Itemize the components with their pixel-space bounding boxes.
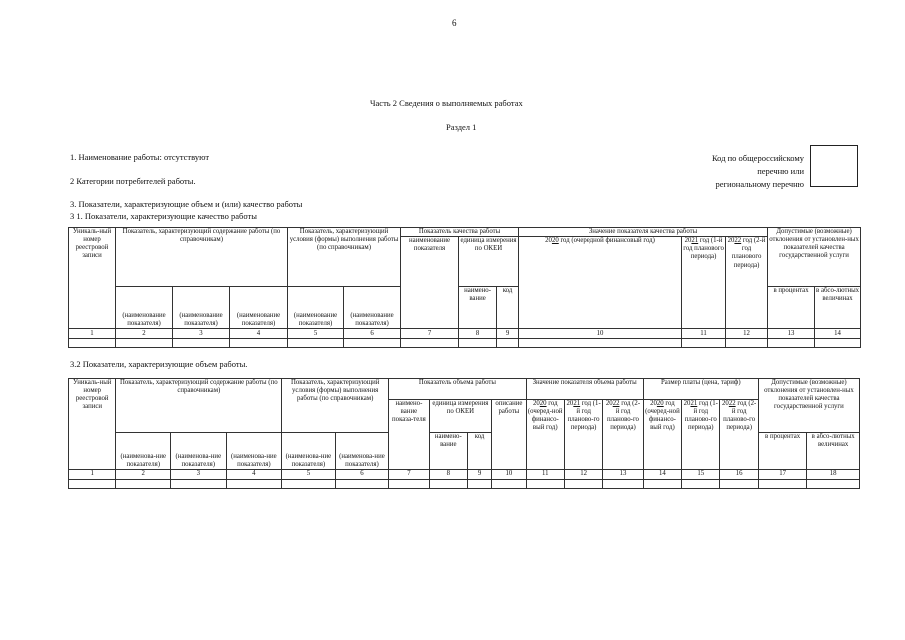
t2-unit-okei: единица измерения по ОКЕИ	[429, 400, 492, 433]
t1-num: 12	[726, 329, 768, 339]
t2-num: 18	[807, 470, 860, 480]
code-label-line3: региональному перечню	[715, 179, 804, 189]
t1-naim-4: (наименование показателя)	[230, 287, 288, 329]
t2-col-value: Значение показателя объема работы	[526, 379, 643, 400]
page-number: 6	[452, 18, 457, 28]
t1-year-plan2: 2022 год (2-й год планового периода)	[726, 237, 768, 329]
code-label-line1: Код по общероссийскому	[711, 153, 804, 163]
t2-num: 14	[643, 470, 681, 480]
t2-num: 2	[116, 470, 171, 480]
t1-num: 1	[69, 329, 116, 339]
t1-num: 4	[230, 329, 288, 339]
t1-num: 2	[116, 329, 173, 339]
code-label-line2: перечню или	[757, 166, 804, 176]
t2-col-fee: Размер платы (цена, тариф)	[643, 379, 758, 400]
t2-value-year1: 2021 год (1-й год планово-го периода)	[564, 400, 602, 470]
t1-col-quality: Показатель качества работы	[401, 228, 519, 237]
t2-value-year0: 2020 год (очеред-ной финансо-вый год)	[526, 400, 564, 470]
item-indicators: 3. Показатели, характеризующие объем и (или) качество работы	[70, 199, 303, 209]
t2-num: 9	[467, 470, 491, 480]
t2-description: описание работы	[492, 400, 526, 470]
t2-num: 3	[171, 470, 227, 480]
section-title: Раздел 1	[446, 122, 477, 132]
t1-col-value: Значение показателя качества работы	[519, 228, 768, 237]
item-work-name: 1. Наименование работы: отсутствуют	[70, 152, 210, 162]
t1-naim-6: (наименование показателя)	[344, 287, 401, 329]
t2-num: 15	[682, 470, 720, 480]
t1-num: 11	[682, 329, 726, 339]
t1-num: 8	[459, 329, 497, 339]
t2-num: 10	[492, 470, 526, 480]
t2-col-unique: Уникаль-ный номер реестровой записи	[69, 379, 116, 470]
t1-unit-okei: единица измерения по ОКЕИ	[459, 237, 519, 287]
t2-num: 4	[226, 470, 282, 480]
t2-unit-code: код	[467, 433, 491, 470]
t1-in-percent: в процентах	[768, 287, 815, 329]
t1-unit-code: код	[497, 287, 519, 329]
t2-in-percent: в процентах	[758, 433, 806, 470]
t2-col-content: Показатель, характеризующий содержание работы (по справочникам)	[116, 379, 282, 433]
t2-num: 1	[69, 470, 116, 480]
t2-in-absolute: в абсо-лютных величинах	[807, 433, 860, 470]
t2-num: 11	[526, 470, 564, 480]
t1-num: 3	[173, 329, 230, 339]
item-consumer-categories: 2 Категории потребителей работы.	[70, 176, 196, 186]
t1-naim-5: (наименование показателя)	[288, 287, 344, 329]
t2-col-conditions: Показатель, характеризующий условия (формы) выполнения работы (по справочникам)	[282, 379, 389, 433]
t2-num: 6	[335, 470, 389, 480]
t2-naim-3: (наименова-ние показателя)	[171, 433, 227, 470]
t1-year-current: 2020 год (очередной финансовый год)	[519, 237, 682, 329]
t1-num: 13	[768, 329, 815, 339]
t1-num: 7	[401, 329, 459, 339]
t1-year-plan1: 2021 год (1-й год планового периода)	[682, 237, 726, 329]
code-box[interactable]	[810, 145, 858, 187]
t1-name-indicator: наименование показателя	[401, 237, 459, 329]
t2-num: 7	[389, 470, 429, 480]
t1-col-content: Показатель, характеризующий содержание работы (по справочникам)	[116, 228, 288, 287]
part-title: Часть 2 Сведения о выполняемых работах	[370, 98, 523, 108]
t1-num: 5	[288, 329, 344, 339]
t2-naim-2: (наименова-ние показателя)	[116, 433, 171, 470]
item-volume-indicators: 3.2 Показатели, характеризующие объем работы.	[70, 359, 248, 369]
t1-naim-3: (наименование показателя)	[173, 287, 230, 329]
t2-num: 16	[720, 470, 758, 480]
t1-col-conditions: Показатель, характеризующий условия (формы) выполнения работы (по справочникам)	[288, 228, 401, 287]
t2-num: 17	[758, 470, 806, 480]
t2-num: 5	[282, 470, 336, 480]
volume-table	[68, 378, 860, 489]
t2-col-deviation: Допустимые (возможные) отклонения от установлен-ных показателей качества государственной услуги	[758, 379, 859, 433]
t1-num: 10	[519, 329, 682, 339]
t2-fee-year1: 2021 год (1-й год планово-го периода)	[682, 400, 720, 470]
t2-num: 8	[429, 470, 467, 480]
quality-table	[68, 227, 861, 348]
t2-num: 12	[564, 470, 602, 480]
t2-col-volume: Показатель объема работы	[389, 379, 526, 400]
t2-fee-year2: 2022 год (2-й год планово-го периода)	[720, 400, 758, 470]
t1-empty-row	[69, 339, 861, 348]
t2-value-year2: 2022 год (2-й год планово-го периода)	[603, 400, 643, 470]
t2-name-indicator: наимено-вание показа-теля	[389, 400, 429, 470]
t1-unit-name: наимено-вание	[459, 287, 497, 329]
t2-empty-row	[69, 480, 860, 489]
code-label	[700, 152, 804, 191]
t2-naim-6: (наименова-ние показателя)	[335, 433, 389, 470]
t1-num: 9	[497, 329, 519, 339]
t2-num: 13	[603, 470, 643, 480]
t1-num: 6	[344, 329, 401, 339]
t2-naim-5: (наименова-ние показателя)	[282, 433, 336, 470]
t1-col-unique: Уникаль-ный номер реестровой записи	[69, 228, 116, 329]
t2-unit-name: наимено-вание	[429, 433, 467, 470]
t2-naim-4: (наименова-ние показателя)	[226, 433, 282, 470]
item-quality-indicators: 3 1. Показатели, характеризующие качество работы	[70, 211, 257, 221]
t1-naim-2: (наименование показателя)	[116, 287, 173, 329]
t1-col-deviation: Допустимые (возможные) отклонения от установлен-ных показателей качества государственной услуги	[768, 228, 861, 287]
t1-num: 14	[815, 329, 861, 339]
t2-fee-year0: 2020 год (очеред-ной финансо-вый год)	[643, 400, 681, 470]
t1-in-absolute: в абсо-лютных величинах	[815, 287, 861, 329]
